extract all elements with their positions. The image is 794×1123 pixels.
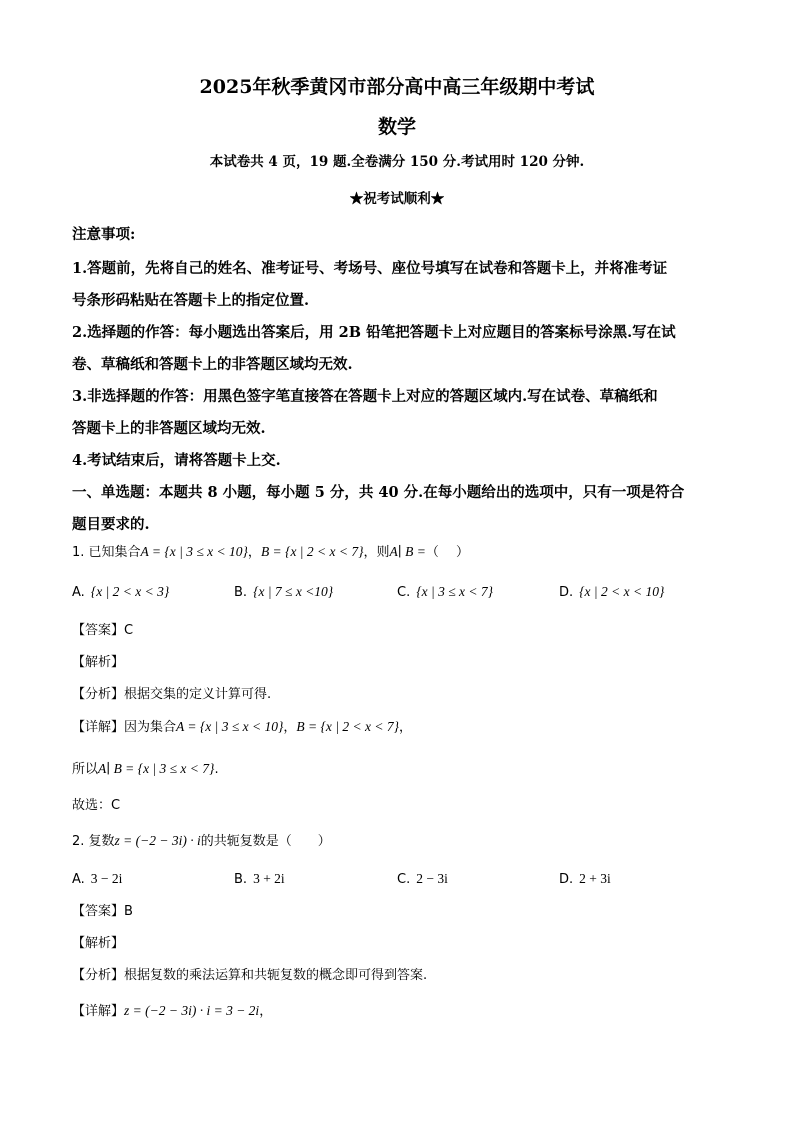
exam-title: 2025年秋季黄冈市部分高中高三年级期中考试 (199, 76, 595, 98)
q2-expr: z = (−2 − 3i) · i (114, 833, 201, 848)
notes-line: 1.答题前，先将自己的姓名、准考证号、考场号、座位号填写在试卷和答题卡上，并将准考证 (72, 260, 668, 277)
q1-so (72, 758, 219, 777)
option-value: {x | 7 ≤ x <10} (253, 584, 334, 599)
fenxi-text: 根据交集的定义计算可得. (124, 687, 272, 702)
notes-line: 2.选择题的作答：每小题选出答案后，用 2B 铅笔把答题卡上对应题目的答案标号涂黑.写在试 (72, 324, 676, 341)
answer-value: B (124, 904, 133, 919)
detail-set-b: B = {x | 2 < x < 7} (296, 719, 399, 734)
option-value: 3 + 2i (253, 871, 285, 886)
option-value: {x | 2 < x < 10} (579, 584, 665, 599)
q1-expr: A∣ B = (389, 544, 426, 559)
answer-value: C (124, 623, 134, 638)
q1-analysis-tag: 【解析】 (72, 655, 125, 670)
q1-paren: （ ） (425, 545, 469, 560)
fenxi-tag: 【分析】 (72, 968, 125, 983)
q2-stem (72, 830, 331, 849)
q1-answer (72, 619, 133, 638)
option-label: C. (397, 872, 411, 887)
q1-set-a: A = {x | 3 ≤ x < 10} (140, 544, 248, 559)
detail-text: 因为集合 (124, 720, 177, 735)
notes-line: 答题卡上的非答题区域均无效. (72, 420, 266, 437)
q1-option-a (72, 581, 169, 600)
detail-tag: 【详解】 (72, 1004, 125, 1019)
answer-tag: 【答案】 (72, 904, 125, 919)
fenxi-tag: 【分析】 (72, 687, 125, 702)
so-prefix: 所以 (72, 762, 99, 777)
q1-stem (72, 541, 469, 560)
q2-stem-prefix: 2. 复数 (72, 834, 115, 849)
option-value: 2 − 3i (416, 871, 448, 886)
option-label: A. (72, 585, 85, 600)
section-heading-cont: 题目要求的. (72, 516, 150, 533)
q2-answer (72, 900, 133, 919)
detail-end: ， (399, 720, 413, 735)
detail-tag: 【详解】 (72, 720, 125, 735)
option-label: A. (72, 872, 85, 887)
so-end: . (214, 762, 219, 777)
q1-set-b: B = {x | 2 < x < 7} (260, 544, 364, 559)
notes-line: 4.考试结束后，请将答题卡上交. (72, 452, 281, 469)
q1-option-d (559, 581, 664, 600)
so-expr: A∣ B = {x | 3 ≤ x < 7} (98, 761, 215, 776)
answer-tag: 【答案】 (72, 623, 125, 638)
option-label: D. (559, 872, 574, 887)
q1-then: ，则 (363, 545, 390, 560)
q2-detail (72, 1000, 272, 1019)
q1-option-b (234, 581, 333, 600)
q2-fenxi (72, 964, 427, 983)
notes-line: 卷、草稿纸和答题卡上的非答题区域均无效. (72, 356, 353, 373)
option-value: {x | 3 ≤ x < 7} (416, 584, 493, 599)
exam-info: 本试卷共 4 页，19 题.全卷满分 150 分.考试用时 120 分钟. (209, 154, 585, 170)
detail-sep: ， (283, 720, 297, 735)
option-label: C. (397, 585, 411, 600)
option-label: D. (559, 585, 574, 600)
notes-heading: 注意事项: (72, 226, 136, 243)
q2-option-c (397, 868, 448, 887)
q2-option-b (234, 868, 285, 887)
q1-sep: ， (247, 545, 261, 560)
detail-end: ， (259, 1004, 273, 1019)
q1-fenxi (72, 683, 271, 702)
q1-stem-prefix: 1. 已知集合 (72, 545, 141, 560)
q2-analysis-tag: 【解析】 (72, 936, 125, 951)
detail-expr: z = (−2 − 3i) · i = 3 − 2i (124, 1003, 260, 1018)
option-label: B. (234, 585, 248, 600)
q1-choice: 故选：C (72, 798, 121, 813)
fenxi-text: 根据复数的乘法运算和共轭复数的概念即可得到答案. (124, 968, 428, 983)
exam-subject: 数学 (377, 116, 416, 138)
q2-option-d (559, 868, 611, 887)
detail-set-a: A = {x | 3 ≤ x < 10} (176, 719, 284, 734)
section-heading: 一、单选题：本题共 8 小题，每小题 5 分，共 40 分.在每小题给出的选项中，只有一项是符合 (72, 484, 685, 501)
notes-line: 3.非选择题的作答：用黑色签字笔直接答在答题卡上对应的答题区域内.写在试卷、草稿纸和 (72, 388, 658, 405)
option-label: B. (234, 872, 248, 887)
q2-stem-suffix: 的共轭复数是（ ） (200, 834, 331, 849)
exam-blessing: ★祝考试顺利★ (349, 191, 445, 207)
q2-option-a (72, 868, 122, 887)
option-value: {x | 2 < x < 3} (90, 584, 170, 599)
q1-option-c (397, 581, 493, 600)
notes-line: 号条形码粘贴在答题卡上的指定位置. (72, 292, 310, 309)
option-value: 2 + 3i (579, 871, 611, 886)
q1-detail (72, 716, 412, 735)
option-value: 3 − 2i (90, 871, 123, 886)
